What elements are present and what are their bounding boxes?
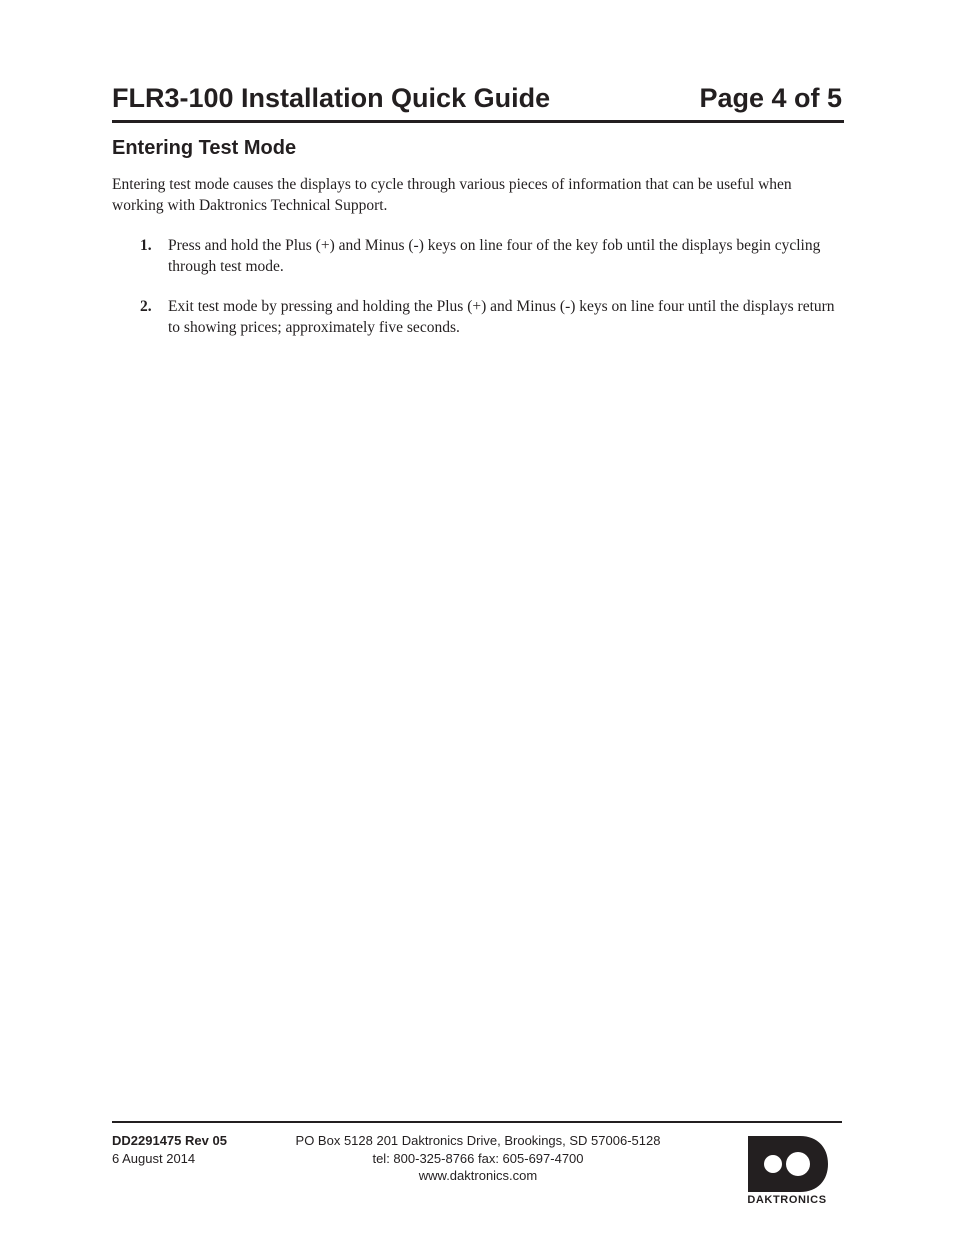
step-text: Exit test mode by pressing and holding the Plus (+) and Minus (-) keys on line four until the displays return to showing prices; approximately five seconds. <box>168 298 835 336</box>
step-number: 1. <box>140 237 152 254</box>
footer-divider <box>112 1121 842 1123</box>
section-heading: Entering Test Mode <box>112 137 297 159</box>
document-date: 6 August 2014 <box>112 1151 196 1166</box>
step-text: Press and hold the Plus (+) and Minus (-) keys on line four of the key fob until the displays begin cycling through test mode. <box>168 237 821 275</box>
footer-website: www.daktronics.com <box>418 1168 538 1183</box>
daktronics-d-logo-icon <box>748 1136 828 1192</box>
document-title: FLR3-100 Installation Quick Guide <box>112 83 551 113</box>
brand-name: DAKTRONICS <box>747 1194 827 1206</box>
document-revision: DD2291475 Rev 05 <box>112 1133 227 1148</box>
footer-phone: tel: 800-325-8766 fax: 605-697-4700 <box>372 1150 584 1166</box>
daktronics-logo <box>730 1136 846 1210</box>
list-item <box>112 296 844 338</box>
page-header <box>112 80 844 123</box>
intro-paragraph: Entering test mode causes the displays to cycle through various pieces of information that can be useful when working with Daktronics Technical Support. <box>112 176 792 214</box>
step-number: 2. <box>140 298 152 315</box>
footer-address: PO Box 5128 201 Daktronics Drive, Brookings, SD 57006-5128 <box>295 1133 661 1148</box>
footer-contact <box>270 1132 686 1185</box>
page-number: Page 4 of 5 <box>699 83 842 113</box>
steps-list <box>112 235 844 357</box>
footer-doc-info <box>112 1132 227 1168</box>
list-item <box>112 235 844 277</box>
